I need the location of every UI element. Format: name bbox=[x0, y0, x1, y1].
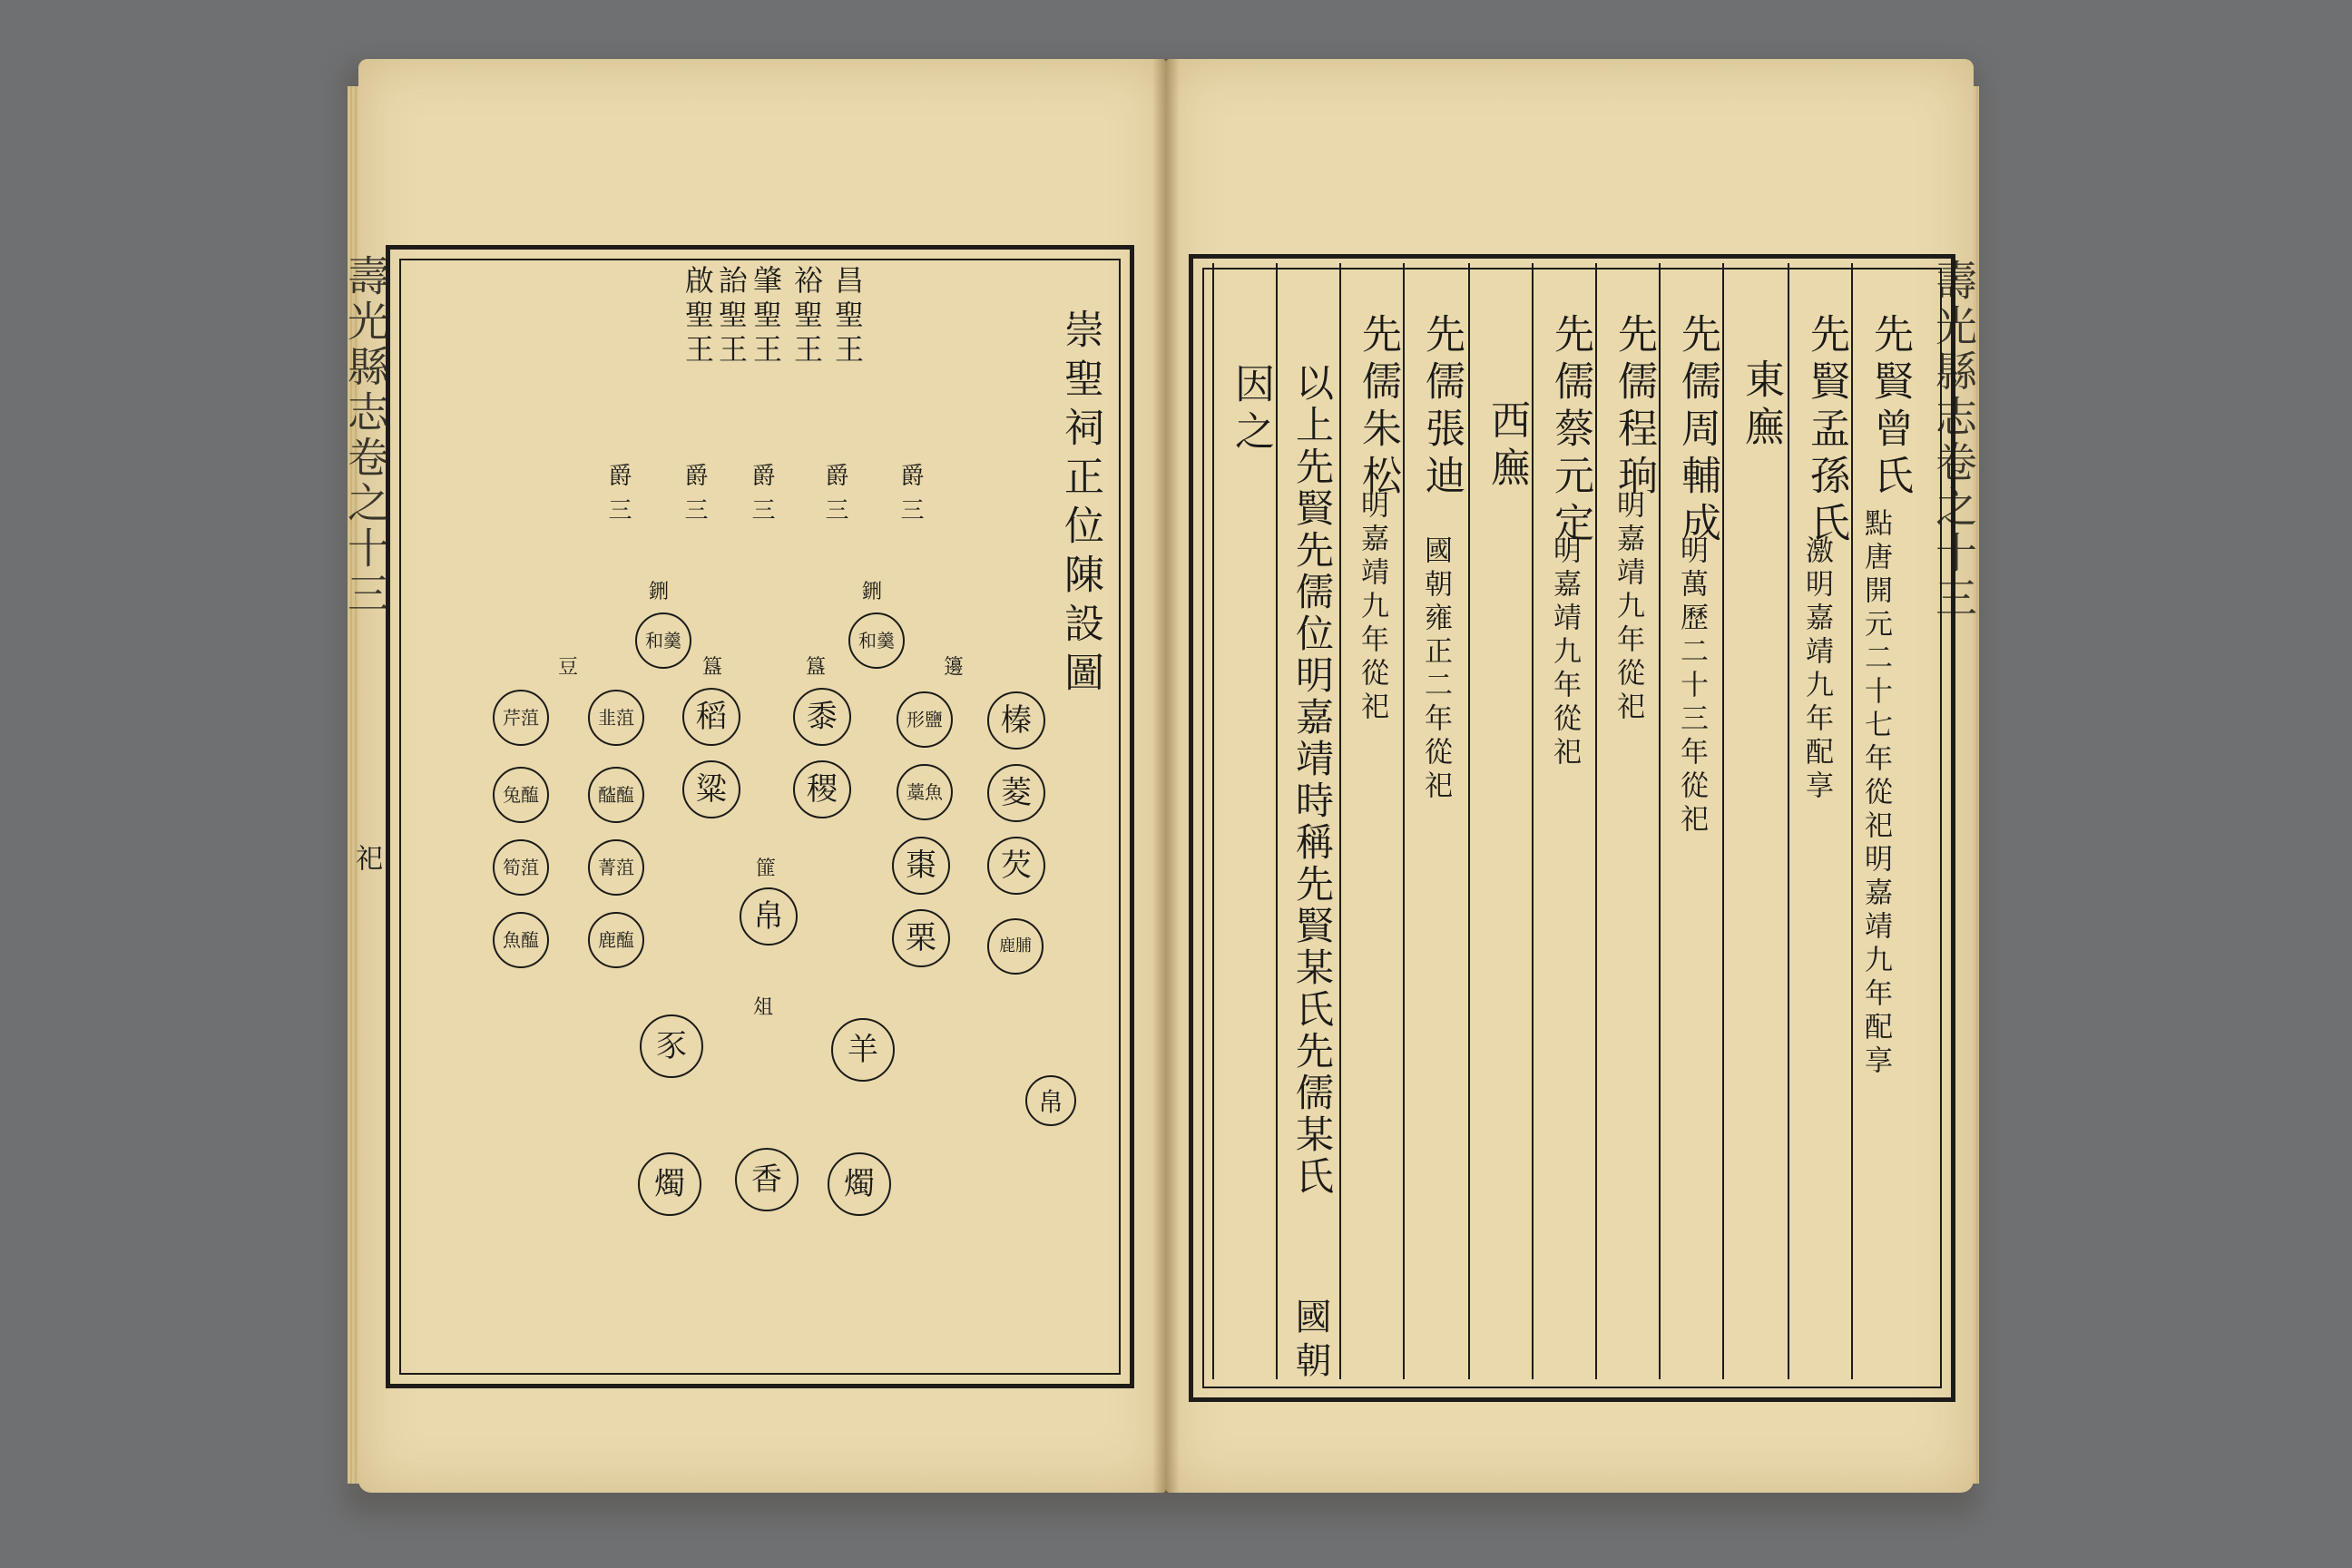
seal-label: 帛 bbox=[1037, 1087, 1063, 1117]
bian2-3-label: 棗 bbox=[906, 848, 936, 884]
jue-1: 爵三 bbox=[897, 463, 924, 532]
fu-2 bbox=[682, 760, 740, 818]
left-spine-bottom: 祀 bbox=[350, 844, 382, 871]
bian-2-label: 菱 bbox=[1001, 775, 1032, 811]
col-9-note: 明嘉靖九年從祀 bbox=[1356, 490, 1388, 725]
diagram-title: 崇聖祠正位陳設圖 bbox=[1057, 309, 1103, 701]
dou2-3 bbox=[493, 839, 549, 896]
xing-2-label: 和羹 bbox=[645, 630, 681, 652]
fu-2-label: 粱 bbox=[696, 771, 727, 808]
gui-1-label: 黍 bbox=[807, 699, 838, 735]
col-9-main: 先儒朱松 bbox=[1355, 313, 1401, 502]
bian-3-label: 芡 bbox=[1001, 848, 1032, 884]
column-rule bbox=[1339, 263, 1341, 1379]
xing-2 bbox=[635, 612, 691, 669]
column-rule bbox=[1212, 263, 1214, 1379]
bian2-1 bbox=[897, 691, 953, 748]
label-fei: 篚 bbox=[756, 858, 777, 880]
dou2-4 bbox=[493, 912, 549, 968]
dou2-3-label: 筍菹 bbox=[503, 857, 539, 878]
dou-2-label: 醓醢 bbox=[598, 784, 634, 806]
fei-silk-label: 帛 bbox=[753, 898, 784, 935]
bian-2 bbox=[987, 764, 1045, 822]
bian2-4 bbox=[892, 909, 950, 967]
col-10-main: 以上先賢先儒位明嘉靖時稱先賢某氏先儒某氏 bbox=[1290, 363, 1335, 1198]
label-gui-2: 簋 bbox=[702, 656, 723, 679]
incense bbox=[735, 1148, 799, 1211]
gui-2-label: 稷 bbox=[807, 771, 838, 808]
col-1-main: 先賢曾氏 bbox=[1867, 313, 1913, 502]
dou2-1-label: 芹菹 bbox=[503, 707, 539, 729]
king-1: 昌聖王 bbox=[830, 265, 865, 368]
label-xing-2: 鉶 bbox=[649, 581, 670, 603]
bian-3 bbox=[987, 837, 1045, 895]
zu-1-label: 羊 bbox=[848, 1032, 878, 1068]
col-6-note: 明嘉靖九年從祀 bbox=[1548, 535, 1581, 770]
col-4-note: 明萬歷二十三年從祀 bbox=[1675, 535, 1708, 838]
zu-2 bbox=[640, 1014, 703, 1078]
right-spine-label: 壽光縣志卷之十三 bbox=[1929, 259, 1978, 622]
dou-3 bbox=[588, 839, 644, 896]
dou2-2-label: 兔醢 bbox=[503, 784, 539, 806]
label-zu: 俎 bbox=[753, 996, 774, 1019]
bian-1-label: 榛 bbox=[1001, 702, 1032, 739]
bian2-2-label: 藁魚 bbox=[906, 781, 943, 803]
col-10-note: 國朝 bbox=[1289, 1298, 1331, 1385]
bian2-2 bbox=[897, 764, 953, 820]
dou-2 bbox=[588, 767, 644, 823]
bian-4-label: 鹿脯 bbox=[999, 936, 1032, 956]
zu-1 bbox=[831, 1018, 895, 1082]
dou-4-label: 鹿醢 bbox=[598, 929, 634, 951]
king-2: 裕聖王 bbox=[789, 265, 824, 368]
dou-1-label: 韭菹 bbox=[598, 707, 634, 729]
col-8-note: 國朝雍正二年從祀 bbox=[1419, 535, 1452, 804]
dou-4 bbox=[588, 912, 644, 968]
dou2-2 bbox=[493, 767, 549, 823]
col-11-main: 因之 bbox=[1228, 363, 1274, 457]
candle-2-label: 燭 bbox=[654, 1166, 685, 1202]
label-gui-1: 簋 bbox=[806, 656, 827, 679]
dou2-1 bbox=[493, 690, 549, 746]
label-bian: 籩 bbox=[944, 656, 965, 679]
gui-2 bbox=[793, 760, 851, 818]
dou2-4-label: 魚醢 bbox=[503, 929, 539, 951]
xing-1 bbox=[848, 612, 905, 669]
bian2-3 bbox=[892, 837, 950, 895]
king-5: 啟聖王 bbox=[681, 265, 715, 368]
candle-1-label: 燭 bbox=[844, 1166, 875, 1202]
jue-3: 爵三 bbox=[748, 463, 775, 532]
candle-2 bbox=[638, 1152, 701, 1216]
book-gutter bbox=[1152, 59, 1180, 1493]
label-xing-1: 鉶 bbox=[862, 581, 883, 603]
xing-1-label: 和羹 bbox=[858, 630, 895, 652]
candle-1 bbox=[828, 1152, 891, 1216]
col-4-main: 先儒周輔成 bbox=[1674, 313, 1720, 549]
jue-2: 爵三 bbox=[821, 463, 848, 532]
col-2-main: 先賢孟孫氏 bbox=[1803, 313, 1849, 549]
fu-1 bbox=[682, 688, 740, 746]
jue-5: 爵三 bbox=[604, 463, 632, 532]
bian2-1-label: 形鹽 bbox=[906, 709, 943, 730]
jue-4: 爵三 bbox=[681, 463, 708, 532]
col-8-main: 先儒張迪 bbox=[1418, 313, 1465, 502]
dou-3-label: 菁菹 bbox=[598, 857, 634, 878]
dou-1 bbox=[588, 690, 644, 746]
col-2-note: 激明嘉靖九年配享 bbox=[1800, 535, 1833, 804]
bian-4 bbox=[987, 918, 1044, 975]
fu-1-label: 稻 bbox=[696, 699, 727, 735]
king-4: 詒聖王 bbox=[714, 265, 749, 368]
col-1-note-text: 點唐開元二十七年從祀明嘉靖九年配享 bbox=[1859, 508, 1892, 1079]
zu-2-label: 豕 bbox=[656, 1028, 687, 1064]
gui-1 bbox=[793, 688, 851, 746]
col-5-main: 先儒程珦 bbox=[1611, 313, 1657, 502]
col-7-main: 西廡 bbox=[1484, 399, 1530, 494]
bian-1 bbox=[987, 691, 1045, 750]
incense-label: 香 bbox=[751, 1161, 782, 1198]
bian2-4-label: 栗 bbox=[906, 920, 936, 956]
col-5-note: 明嘉靖九年從祀 bbox=[1612, 490, 1644, 725]
seal-mark bbox=[1025, 1075, 1076, 1126]
col-1-note bbox=[1860, 508, 1896, 1079]
label-dou: 豆 bbox=[558, 656, 579, 679]
col-3-main: 東廡 bbox=[1738, 358, 1784, 453]
fei-silk bbox=[740, 887, 798, 946]
king-3: 肇聖王 bbox=[749, 265, 783, 368]
col-6-main: 先儒蔡元定 bbox=[1547, 313, 1593, 549]
left-spine-label: 壽光縣志卷之十三 bbox=[341, 254, 390, 617]
